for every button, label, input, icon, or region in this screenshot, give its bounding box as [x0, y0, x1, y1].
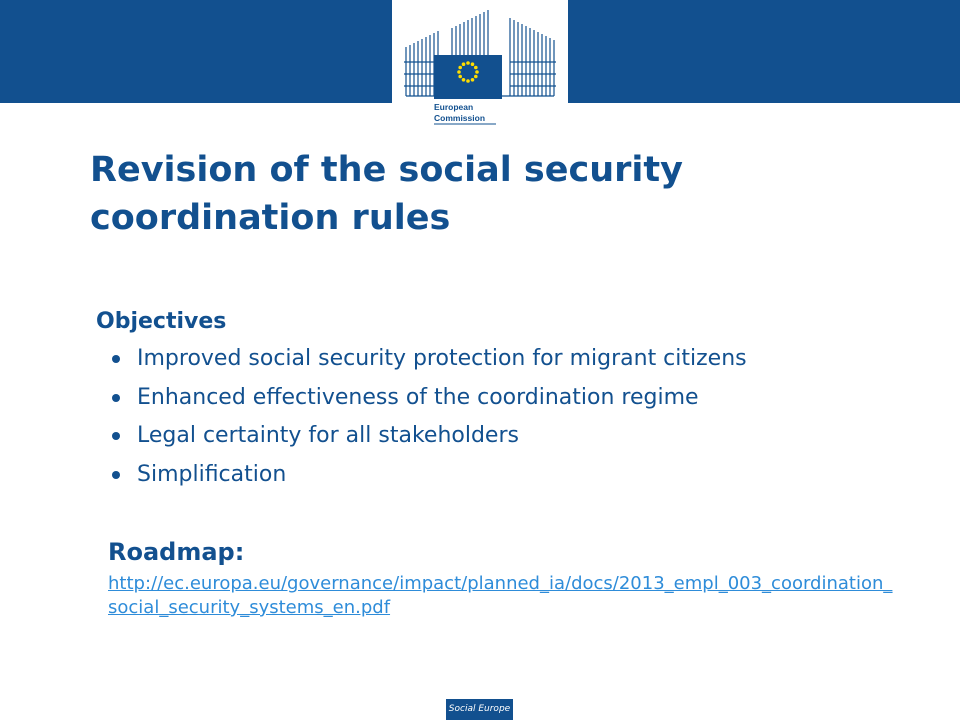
objective-text: Legal certainty for all stakeholders: [137, 423, 519, 448]
berlaymont-building-icon: [392, 0, 568, 135]
roadmap-heading: Roadmap:: [108, 538, 245, 566]
objectives-heading: Objectives: [96, 309, 227, 334]
social-europe-badge: Social Europe: [446, 699, 513, 720]
list-item: [108, 456, 747, 495]
objectives-list: [108, 340, 747, 494]
objective-text: Improved social security protection for migrant citizens: [137, 346, 747, 371]
list-item: [108, 340, 747, 379]
bullet-icon: [112, 355, 120, 363]
bullet-icon: [112, 394, 120, 402]
logo-line-2: Commission: [434, 113, 486, 123]
roadmap-link[interactable]: http://ec.europa.eu/governance/impact/planned_ia/docs/2013_empl_003_coordination_social_security_systems_en.pdf: [108, 573, 893, 618]
bullet-icon: [112, 432, 120, 440]
objective-text: Simplification: [137, 461, 287, 487]
list-item: [108, 379, 747, 418]
european-commission-logo: [392, 0, 568, 135]
list-item: [108, 417, 747, 456]
objective-text: Enhanced effectiveness of the coordination regime: [137, 384, 699, 410]
logo-line-1: European: [434, 102, 474, 112]
bullet-icon: [112, 471, 120, 479]
slide-title: Revision of the social security coordination rules: [90, 150, 683, 238]
